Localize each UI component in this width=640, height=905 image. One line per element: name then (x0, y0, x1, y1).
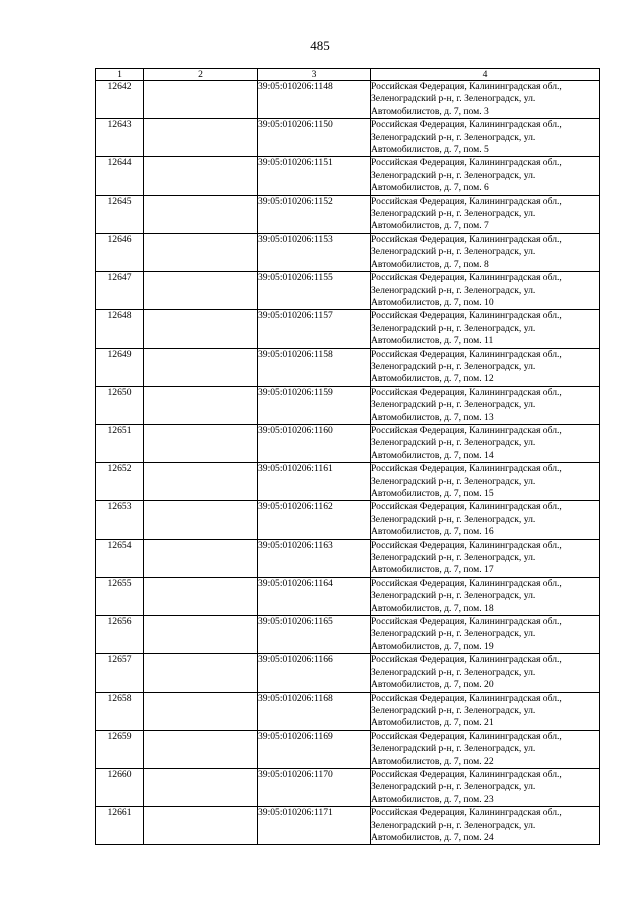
row-number: 12652 (96, 463, 144, 501)
address-cell: Российская Федерация, Калининградская обл., Зеленоградский р-н, г. Зеленоградск, ул. Автомобилистов, д. 7, пом. 24 (371, 807, 600, 845)
row-number: 12643 (96, 119, 144, 157)
empty-cell (144, 310, 258, 348)
empty-cell (144, 807, 258, 845)
row-number: 12659 (96, 730, 144, 768)
address-cell: Российская Федерация, Калининградская обл., Зеленоградский р-н, г. Зеленоградск, ул. Автомобилистов, д. 7, пом. 19 (371, 616, 600, 654)
table-row (96, 81, 600, 119)
cadastral-number: 39:05:010206:1160 (258, 424, 371, 462)
cadastral-number: 39:05:010206:1159 (258, 386, 371, 424)
table-row (96, 119, 600, 157)
row-number: 12657 (96, 654, 144, 692)
table-row (96, 195, 600, 233)
table-row (96, 310, 600, 348)
address-cell: Российская Федерация, Калининградская обл., Зеленоградский р-н, г. Зеленоградск, ул. Автомобилистов, д. 7, пом. 5 (371, 119, 600, 157)
table-row (96, 616, 600, 654)
address-cell: Российская Федерация, Калининградская обл., Зеленоградский р-н, г. Зеленоградск, ул. Автомобилистов, д. 7, пом. 13 (371, 386, 600, 424)
row-number: 12647 (96, 272, 144, 310)
cadastral-number: 39:05:010206:1155 (258, 272, 371, 310)
registry-table (95, 68, 600, 845)
row-number: 12646 (96, 233, 144, 271)
cadastral-number: 39:05:010206:1162 (258, 501, 371, 539)
table-row (96, 501, 600, 539)
empty-cell (144, 616, 258, 654)
address-cell: Российская Федерация, Калининградская обл., Зеленоградский р-н, г. Зеленоградск, ул. Автомобилистов, д. 7, пом. 10 (371, 272, 600, 310)
table-row (96, 768, 600, 806)
row-number: 12644 (96, 157, 144, 195)
row-number: 12642 (96, 81, 144, 119)
address-cell: Российская Федерация, Калининградская обл., Зеленоградский р-н, г. Зеленоградск, ул. Автомобилистов, д. 7, пом. 11 (371, 310, 600, 348)
table-row (96, 577, 600, 615)
table-row (96, 539, 600, 577)
column-header-4: 4 (371, 69, 600, 81)
address-cell: Российская Федерация, Калининградская обл., Зеленоградский р-н, г. Зеленоградск, ул. Автомобилистов, д. 7, пом. 18 (371, 577, 600, 615)
cadastral-number: 39:05:010206:1158 (258, 348, 371, 386)
cadastral-number: 39:05:010206:1153 (258, 233, 371, 271)
table-row (96, 424, 600, 462)
empty-cell (144, 730, 258, 768)
address-cell: Российская Федерация, Калининградская обл., Зеленоградский р-н, г. Зеленоградск, ул. Автомобилистов, д. 7, пом. 22 (371, 730, 600, 768)
cadastral-number: 39:05:010206:1150 (258, 119, 371, 157)
empty-cell (144, 233, 258, 271)
table-row (96, 463, 600, 501)
empty-cell (144, 119, 258, 157)
cadastral-number: 39:05:010206:1152 (258, 195, 371, 233)
empty-cell (144, 654, 258, 692)
address-cell: Российская Федерация, Калининградская обл., Зеленоградский р-н, г. Зеленоградск, ул. Автомобилистов, д. 7, пом. 7 (371, 195, 600, 233)
table-body (96, 81, 600, 845)
cadastral-number: 39:05:010206:1164 (258, 577, 371, 615)
empty-cell (144, 81, 258, 119)
table-row (96, 807, 600, 845)
column-header-2: 2 (144, 69, 258, 81)
cadastral-number: 39:05:010206:1148 (258, 81, 371, 119)
header-row (96, 69, 600, 81)
cadastral-number: 39:05:010206:1165 (258, 616, 371, 654)
row-number: 12651 (96, 424, 144, 462)
empty-cell (144, 501, 258, 539)
table-row (96, 692, 600, 730)
address-cell: Российская Федерация, Калининградская обл., Зеленоградский р-н, г. Зеленоградск, ул. Автомобилистов, д. 7, пом. 21 (371, 692, 600, 730)
cadastral-number: 39:05:010206:1161 (258, 463, 371, 501)
empty-cell (144, 692, 258, 730)
table-row (96, 386, 600, 424)
table-row (96, 730, 600, 768)
empty-cell (144, 768, 258, 806)
empty-cell (144, 424, 258, 462)
row-number: 12654 (96, 539, 144, 577)
row-number: 12653 (96, 501, 144, 539)
empty-cell (144, 386, 258, 424)
address-cell: Российская Федерация, Калининградская обл., Зеленоградский р-н, г. Зеленоградск, ул. Автомобилистов, д. 7, пом. 17 (371, 539, 600, 577)
address-cell: Российская Федерация, Калининградская обл., Зеленоградский р-н, г. Зеленоградск, ул. Автомобилистов, д. 7, пом. 8 (371, 233, 600, 271)
address-cell: Российская Федерация, Калининградская обл., Зеленоградский р-н, г. Зеленоградск, ул. Автомобилистов, д. 7, пом. 23 (371, 768, 600, 806)
cadastral-number: 39:05:010206:1168 (258, 692, 371, 730)
table-row (96, 654, 600, 692)
row-number: 12650 (96, 386, 144, 424)
row-number: 12649 (96, 348, 144, 386)
address-cell: Российская Федерация, Калининградская обл., Зеленоградский р-н, г. Зеленоградск, ул. Автомобилистов, д. 7, пом. 6 (371, 157, 600, 195)
row-number: 12648 (96, 310, 144, 348)
cadastral-number: 39:05:010206:1151 (258, 157, 371, 195)
row-number: 12660 (96, 768, 144, 806)
cadastral-number: 39:05:010206:1157 (258, 310, 371, 348)
empty-cell (144, 195, 258, 233)
cadastral-number: 39:05:010206:1166 (258, 654, 371, 692)
page-number: 485 (310, 38, 330, 53)
empty-cell (144, 272, 258, 310)
empty-cell (144, 463, 258, 501)
address-cell: Российская Федерация, Калининградская обл., Зеленоградский р-н, г. Зеленоградск, ул. Автомобилистов, д. 7, пом. 15 (371, 463, 600, 501)
cadastral-number: 39:05:010206:1170 (258, 768, 371, 806)
row-number: 12645 (96, 195, 144, 233)
table-row (96, 157, 600, 195)
cadastral-number: 39:05:010206:1169 (258, 730, 371, 768)
address-cell: Российская Федерация, Калининградская обл., Зеленоградский р-н, г. Зеленоградск, ул. Автомобилистов, д. 7, пом. 12 (371, 348, 600, 386)
table-row (96, 272, 600, 310)
empty-cell (144, 577, 258, 615)
row-number: 12656 (96, 616, 144, 654)
address-cell: Российская Федерация, Калининградская обл., Зеленоградский р-н, г. Зеленоградск, ул. Автомобилистов, д. 7, пом. 3 (371, 81, 600, 119)
column-header-3: 3 (258, 69, 371, 81)
empty-cell (144, 157, 258, 195)
row-number: 12658 (96, 692, 144, 730)
address-cell: Российская Федерация, Калининградская обл., Зеленоградский р-н, г. Зеленоградск, ул. Автомобилистов, д. 7, пом. 20 (371, 654, 600, 692)
empty-cell (144, 539, 258, 577)
row-number: 12655 (96, 577, 144, 615)
cadastral-number: 39:05:010206:1171 (258, 807, 371, 845)
table-header (96, 69, 600, 81)
address-cell: Российская Федерация, Калининградская обл., Зеленоградский р-н, г. Зеленоградск, ул. Автомобилистов, д. 7, пом. 14 (371, 424, 600, 462)
table-row (96, 348, 600, 386)
row-number: 12661 (96, 807, 144, 845)
cadastral-number: 39:05:010206:1163 (258, 539, 371, 577)
address-cell: Российская Федерация, Калининградская обл., Зеленоградский р-н, г. Зеленоградск, ул. Автомобилистов, д. 7, пом. 16 (371, 501, 600, 539)
empty-cell (144, 348, 258, 386)
table-row (96, 233, 600, 271)
column-header-1: 1 (96, 69, 144, 81)
